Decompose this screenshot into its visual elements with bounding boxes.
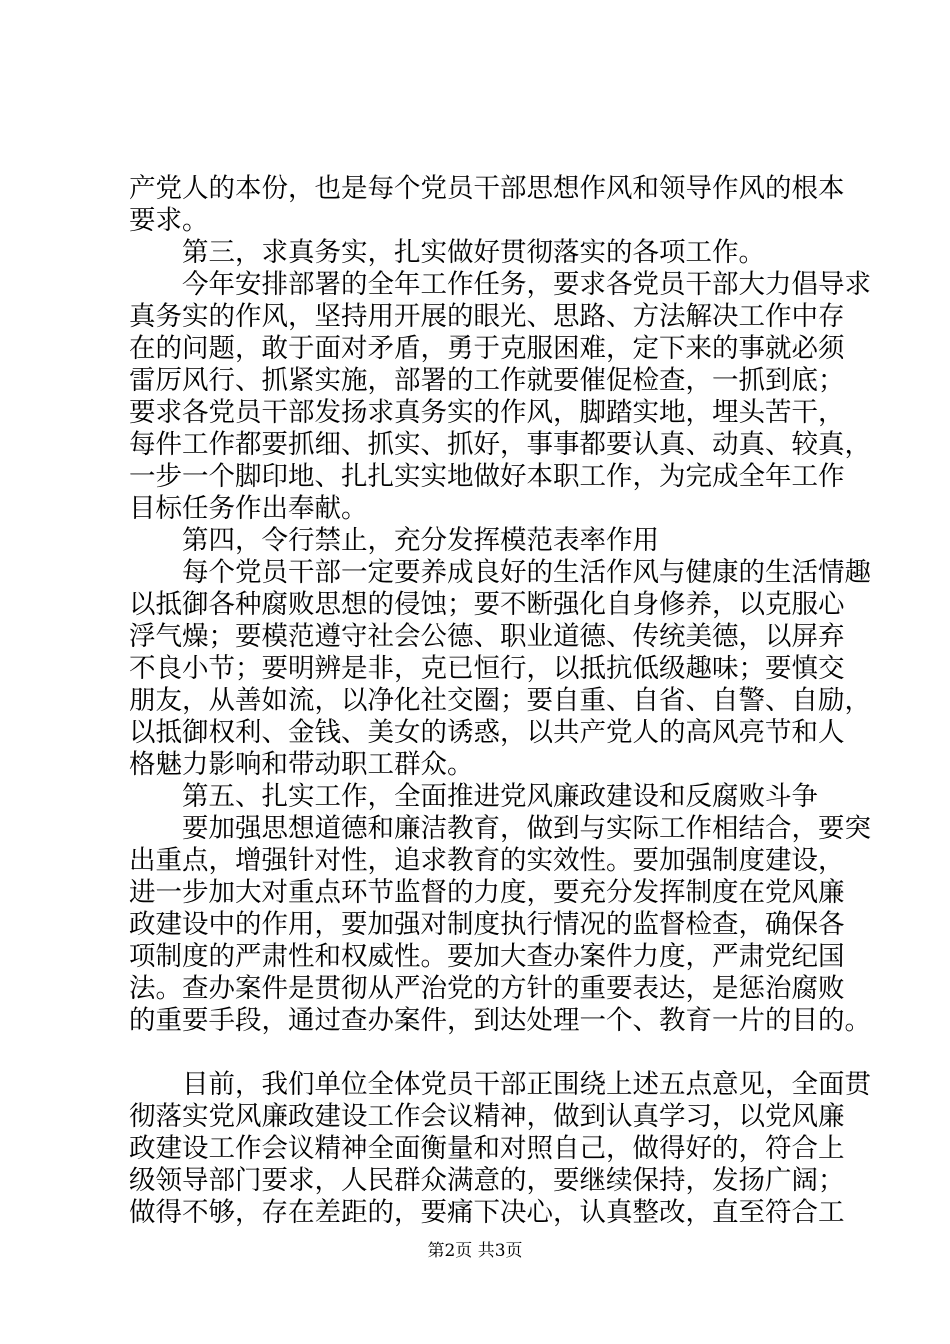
text-line: 的重要手段，通过查办案件，到达处理一个、教育一片的目的。 xyxy=(129,1005,871,1036)
text-line: 做得不够，存在差距的，要痛下决心，认真整改，直至符合工 xyxy=(129,1197,845,1228)
section-heading: 第四，令行禁止，充分发挥模范表率作用 xyxy=(129,525,659,556)
text-line: 政建设工作会议精神全面衡量和对照自己，做得好的，符合上 xyxy=(129,1133,845,1164)
text-line: 朋友，从善如流，以净化社交圈；要自重、自省、自警、自励， xyxy=(129,685,871,716)
section-heading: 第五、扎实工作，全面推进党风廉政建设和反腐败斗争 xyxy=(129,781,818,812)
text-line: 彻落实党风廉政建设工作会议精神，做到认真学习，以党风廉 xyxy=(129,1101,845,1132)
text-line: 法。查办案件是贯彻从严治党的方针的重要表达，是惩治腐败 xyxy=(129,973,845,1004)
text-line: 每个党员干部一定要养成良好的生活作风与健康的生活情趣 xyxy=(129,557,871,588)
text-line: 在的问题，敢于面对矛盾，勇于克服困难，定下来的事就必须 xyxy=(129,333,845,364)
text-line: 格魅力影响和带动职工群众。 xyxy=(129,749,474,780)
text-line: 真务实的作风，坚持用开展的眼光、思路、方法解决工作中存 xyxy=(129,301,845,332)
text-line: 出重点，增强针对性，追求教育的实效性。要加强制度建设， xyxy=(129,845,845,876)
text-line: 目前，我们单位全体党员干部正围绕上述五点意见，全面贯 xyxy=(129,1069,871,1100)
text-line: 一步一个脚印地、扎扎实实地做好本职工作，为完成全年工作 xyxy=(129,461,845,492)
text-line: 要加强思想道德和廉洁教育，做到与实际工作相结合，要突 xyxy=(129,813,871,844)
text-line: 产党人的本份，也是每个党员干部思想作风和领导作风的根本 xyxy=(129,173,845,204)
text-line: 进一步加大对重点环节监督的力度，要充分发挥制度在党风廉 xyxy=(129,877,845,908)
text-line: 要求各党员干部发扬求真务实的作风，脚踏实地，埋头苦干， xyxy=(129,397,845,428)
page-number: 第2页 共3页 xyxy=(427,1241,523,1261)
text-line: 项制度的严肃性和权威性。要加大查办案件力度，严肃党纪国 xyxy=(129,941,845,972)
text-line: 要求。 xyxy=(129,205,209,236)
text-line: 今年安排部署的全年工作任务，要求各党员干部大力倡导求 xyxy=(129,269,871,300)
text-line: 以抵御权利、金钱、美女的诱惑，以共产党人的高风亮节和人 xyxy=(129,717,845,748)
section-heading: 第三，求真务实，扎实做好贯彻落实的各项工作。 xyxy=(129,237,765,268)
text-line: 浮气燥；要模范遵守社会公德、职业道德、传统美德，以屏弃 xyxy=(129,621,845,652)
text-line: 级领导部门要求，人民群众满意的，要继续保持，发扬广阔； xyxy=(129,1165,845,1196)
text-line: 雷厉风行、抓紧实施，部署的工作就要催促检查，一抓到底； xyxy=(129,365,845,396)
text-line: 不良小节；要明辨是非，克已恒行，以抵抗低级趣味；要慎交 xyxy=(129,653,845,684)
text-line: 以抵御各种腐败思想的侵蚀；要不断强化自身修养，以克服心 xyxy=(129,589,845,620)
text-line: 政建设中的作用，要加强对制度执行情况的监督检查，确保各 xyxy=(129,909,845,940)
text-line: 每件工作都要抓细、抓实、抓好，事事都要认真、动真、较真， xyxy=(129,429,871,460)
text-line: 目标任务作出奉献。 xyxy=(129,493,368,524)
